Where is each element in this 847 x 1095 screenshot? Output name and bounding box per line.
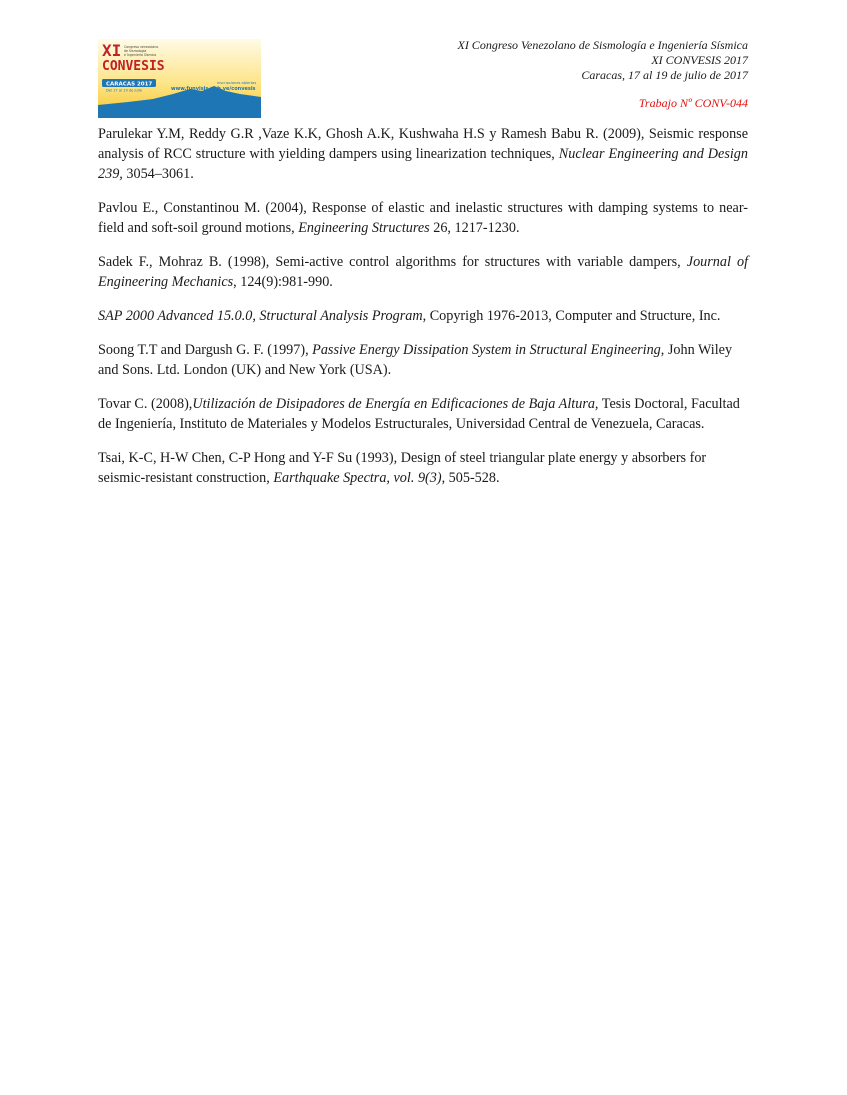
paper-id: Trabajo Nº CONV-044	[638, 96, 748, 110]
logo-subtitle-1: Congreso venezolano	[124, 45, 159, 49]
logo-xi: XI	[102, 41, 122, 60]
references-list	[98, 124, 748, 502]
logo-dates: Del 17 al 19 de julio	[106, 88, 142, 93]
reference-item: Soong T.T and Dargush G. F. (1997), Passive Energy Dissipation System in Structural Engineering, John Wiley and Sons. Ltd. London (UK) and New York (USA).	[98, 342, 733, 378]
logo-inscriptions: inscripciones abiertas	[217, 81, 257, 85]
logo-graphic	[98, 39, 261, 118]
logo-subtitle-2: de Sismología	[124, 49, 147, 53]
header-line-3: Caracas, 17 al 19 de julio de 2017	[581, 68, 748, 82]
conference-header	[457, 38, 748, 111]
logo-subtitle-3: e Ingeniería Sísmica	[124, 53, 157, 57]
reference-item: SAP 2000 Advanced 15.0.0, Structural Analysis Program, Copyrigh 1976-2013, Computer and Structure, Inc.	[98, 308, 721, 324]
logo-url: www.funvisis.gob.ve/convesis	[171, 86, 256, 92]
reference-item: Parulekar Y.M, Reddy G.R ,Vaze K.K, Ghosh A.K, Kushwaha H.S y Ramesh Babu R. (2009), Seismic response analysis of RCC structure with yielding dampers using linearization techniques, Nuclear Engineering and Design 239, 3054–3061.	[98, 126, 748, 182]
reference-item: Sadek F., Mohraz B. (1998), Semi-active control algorithms for structures with variable dampers, Journal of Engineering Mechanics, 124(9):981-990.	[98, 254, 749, 290]
reference-item: Tovar C. (2008),Utilización de Disipadores de Energía en Edificaciones de Baja Altura, Tesis Doctoral, Facultad de Ingeniería, Instituto de Materiales y Modelos Estructurales, Universidad Central de Venezuela, Caracas.	[98, 396, 740, 432]
city-badge: CARACAS 2017	[106, 81, 153, 88]
reference-item: Pavlou E., Constantinou M. (2004), Response of elastic and inelastic structures with damping systems to near-field and soft-soil ground motions, Engineering Structures 26, 1217-1230.	[98, 200, 748, 236]
header-line-2: XI CONVESIS 2017	[651, 53, 748, 67]
reference-item: Tsai, K-C, H-W Chen, C-P Hong and Y-F Su (1993), Design of steel triangular plate energy y absorbers for seismic-resistant construction, Earthquake Spectra, vol. 9(3), 505-528.	[98, 450, 707, 486]
convesis-logo	[98, 39, 261, 118]
logo-convesis: CONVESIS	[102, 59, 165, 74]
header-line-1: XI Congreso Venezolano de Sismología e Ingeniería Sísmica	[457, 38, 748, 52]
